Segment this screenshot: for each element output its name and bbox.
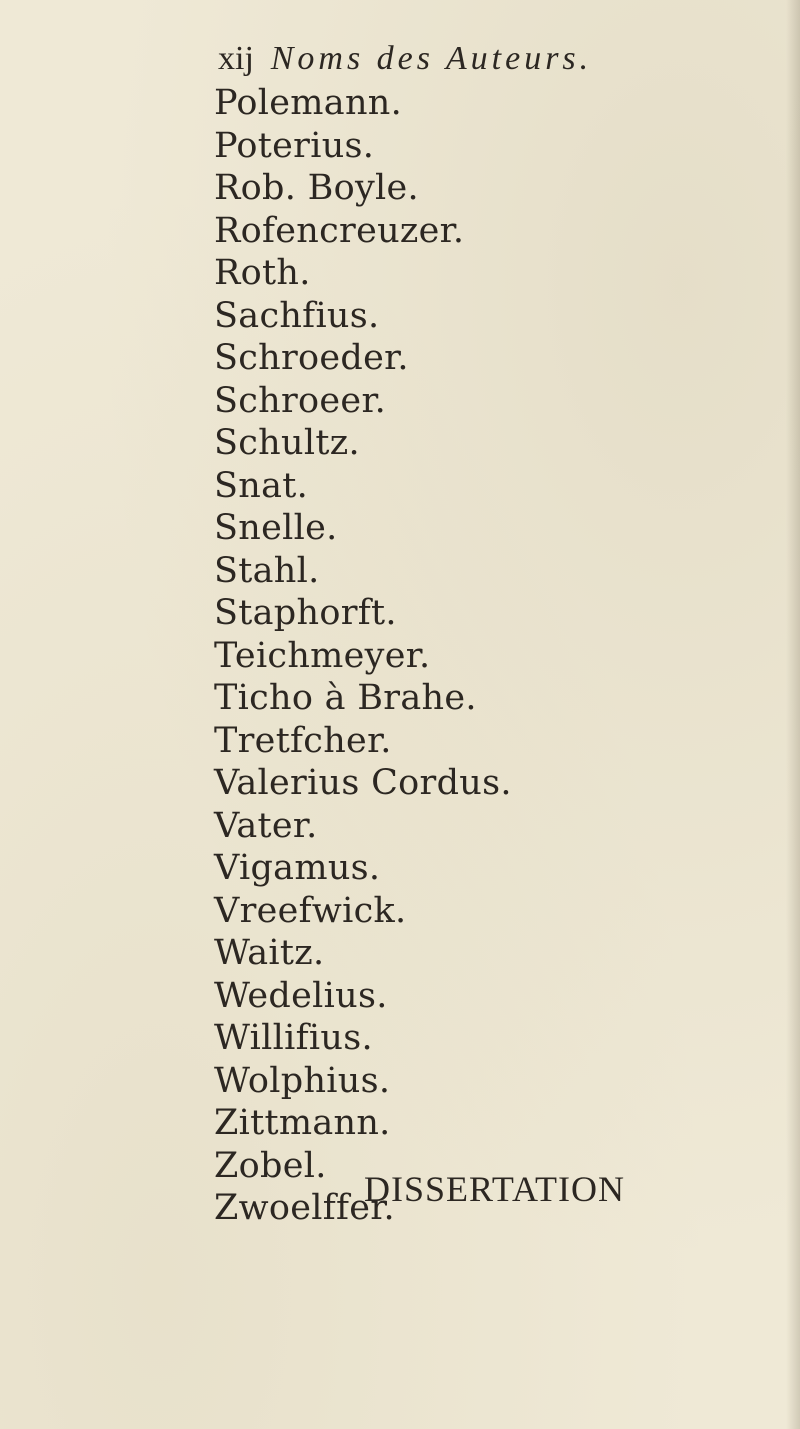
page-number: xij	[218, 40, 254, 77]
author-entry: Wedelius.	[214, 975, 388, 1016]
author-entry: Vreefwick.	[214, 890, 407, 931]
author-entry: Zittmann.	[214, 1103, 391, 1143]
author-entry: Zobel.	[214, 1145, 327, 1186]
page-header	[218, 28, 592, 88]
author-entry: Schroeder.	[214, 338, 409, 378]
author-entry: Sachfius.	[214, 295, 380, 336]
author-entry: Vater.	[214, 805, 318, 846]
author-entry: Schultz.	[214, 423, 360, 463]
author-entry: Rofencreuzer.	[214, 210, 465, 251]
author-entry: Snat.	[214, 465, 309, 506]
author-list	[214, 82, 512, 1230]
author-entry: Stahl.	[214, 550, 320, 591]
author-entry: Zwoelffer.	[214, 1188, 395, 1228]
page-edge-shadow	[786, 0, 800, 1429]
author-entry: Tretfcher.	[214, 720, 392, 761]
author-entry: Staphorft.	[214, 593, 397, 633]
author-entry: Valerius Cordus.	[214, 763, 512, 803]
author-entry: Poterius.	[214, 125, 375, 166]
author-entry: Wolphius.	[214, 1060, 391, 1101]
author-entry: Ticho à Brahe.	[214, 678, 477, 718]
author-entry: Snelle.	[214, 508, 338, 548]
author-entry: Waitz.	[214, 933, 325, 973]
author-entry: Rob. Boyle.	[214, 168, 419, 208]
author-entry: Roth.	[214, 253, 311, 293]
author-entry: Teichmeyer.	[214, 635, 431, 676]
author-entry: Polemann.	[214, 83, 403, 123]
running-title: Noms des Auteurs.	[270, 40, 593, 77]
author-entry: Schroeer.	[214, 380, 387, 421]
author-entry: Vigamus.	[214, 848, 381, 888]
author-entry: Willifius.	[214, 1018, 373, 1058]
catchword: DISSERTATION	[364, 1169, 625, 1209]
